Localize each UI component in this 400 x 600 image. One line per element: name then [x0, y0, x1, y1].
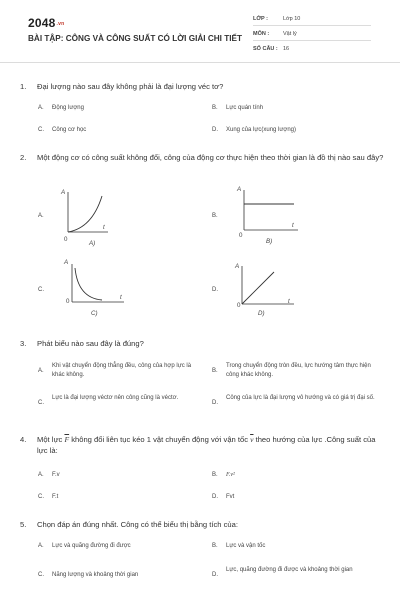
option-label: B.	[212, 472, 218, 478]
meta-count-key: SỐ CÂU :	[253, 46, 278, 52]
graph-a-caption: A)	[89, 240, 96, 247]
graph-b-x-label: t	[292, 222, 294, 229]
meta-subject-value: Vật lý	[283, 31, 297, 37]
graph-b-origin: 0	[239, 232, 243, 239]
velocity-vector-symbol: $\overline{v}$	[250, 435, 254, 444]
option-label: D.	[212, 127, 218, 133]
graph-c-x-label: t	[120, 294, 122, 301]
option-text: F.v²	[226, 472, 235, 478]
force-vector-symbol: $\overline{F}$	[64, 435, 70, 444]
divider	[253, 25, 371, 26]
page-header	[0, 0, 400, 63]
divider	[253, 40, 371, 41]
option-text: Khi vật chuyển động thẳng đều, công của hợp lực là khác không.	[52, 363, 192, 378]
option-text: Động lượng	[52, 105, 84, 111]
question-text: Chọn đáp án đúng nhất. Công có thể biểu thị bằng tích của:	[37, 520, 238, 529]
option-label: B.	[212, 543, 218, 549]
question-number: 5.	[20, 520, 27, 529]
option-text: Lực và vận tốc	[226, 543, 266, 549]
graph-b-y-label: A	[237, 186, 242, 193]
option-label: A.	[38, 213, 44, 219]
option-label: C.	[38, 400, 44, 406]
option-text: F.t	[52, 494, 59, 500]
option-label: B.	[212, 213, 218, 219]
graph-c-y-label: A	[64, 259, 69, 266]
option-text: F.v	[52, 472, 60, 478]
option-label: D.	[212, 494, 218, 500]
question-number: 4.	[20, 435, 27, 444]
option-text: Lực và quãng đường đi được	[52, 543, 131, 549]
option-label: A.	[38, 105, 44, 111]
logo-main: 2048	[28, 16, 56, 30]
question-text-part: không đổi liên tục kéo 1 vật chuyển động với vận tốc	[69, 435, 251, 444]
option-text: Công của lực là đại lượng vô hướng và có giá trị đại số.	[226, 395, 375, 401]
graph-d-y-label: A	[235, 263, 240, 270]
meta-class-key: LỚP :	[253, 16, 268, 22]
meta-count-value: 16	[283, 46, 290, 52]
question-text: Một động cơ có công suất không đổi, công của động cơ thực hiện theo thời gian là đồ thị nào sau đây?	[37, 153, 384, 162]
option-label: B.	[212, 368, 218, 374]
meta-class-value: Lớp 10	[283, 16, 301, 22]
option-text: Lực là đại lượng véctơ nên công cũng là véctơ.	[52, 395, 179, 401]
option-label: D.	[212, 572, 218, 578]
graph-a-x-label: t	[103, 224, 105, 231]
option-text: Xung của lực(xung lượng)	[226, 127, 297, 133]
question-number: 1.	[20, 82, 27, 91]
graph-c-origin: 0	[66, 298, 70, 305]
question-text: Đại lượng nào sau đây không phải là đại lượng véc tơ?	[37, 82, 224, 91]
graph-d-origin: 0	[237, 302, 241, 309]
question-text-part: theo hướng của lực .Công suất của lực là:	[37, 435, 376, 455]
option-label: C.	[38, 287, 44, 293]
option-label: C.	[38, 494, 44, 500]
option-text: Fvt	[226, 494, 235, 500]
option-label: A.	[38, 543, 44, 549]
option-label: D.	[212, 400, 218, 406]
question-text: Phát biểu nào sau đây là đúng?	[37, 339, 144, 348]
option-text: Trong chuyển động tròn đều, lực hướng tâm thực hiện công khác không.	[226, 363, 371, 378]
graph-b-caption: B)	[266, 238, 273, 245]
graph-d-caption: D)	[258, 310, 265, 317]
graph-d-x-label: t	[288, 298, 290, 305]
option-label: C.	[38, 572, 44, 578]
option-label: D.	[212, 287, 218, 293]
graph-c-decreasing	[62, 260, 132, 310]
graph-b-horizontal	[234, 186, 304, 246]
option-text: Lực quán tính	[226, 105, 264, 111]
logo-sub: .vn	[56, 20, 65, 27]
question-text-part: Một lực	[37, 435, 65, 444]
option-text: Năng lượng và khoảng thời gian	[52, 572, 139, 578]
meta-subject-key: MÔN :	[253, 31, 270, 37]
site-logo[interactable]	[28, 16, 64, 30]
option-label: A.	[38, 368, 44, 374]
question-number: 3.	[20, 339, 27, 348]
graph-a-y-label: A	[61, 189, 66, 196]
option-label: C.	[38, 127, 44, 133]
option-label: B.	[212, 105, 218, 111]
graph-c-caption: C)	[91, 310, 98, 317]
option-text: Lực, quãng đường đi được và khoảng thời gian	[226, 567, 353, 573]
question-number: 2.	[20, 153, 27, 162]
question-text	[37, 434, 387, 456]
page-title: BÀI TẬP: CÔNG VÀ CÔNG SUẤT CÓ LỜI GIẢI CHI TIẾT	[28, 34, 242, 43]
graph-a-origin: 0	[64, 236, 68, 243]
graph-d-linear	[232, 262, 302, 312]
option-label: A.	[38, 472, 44, 478]
option-text: Công cơ học	[52, 127, 87, 133]
